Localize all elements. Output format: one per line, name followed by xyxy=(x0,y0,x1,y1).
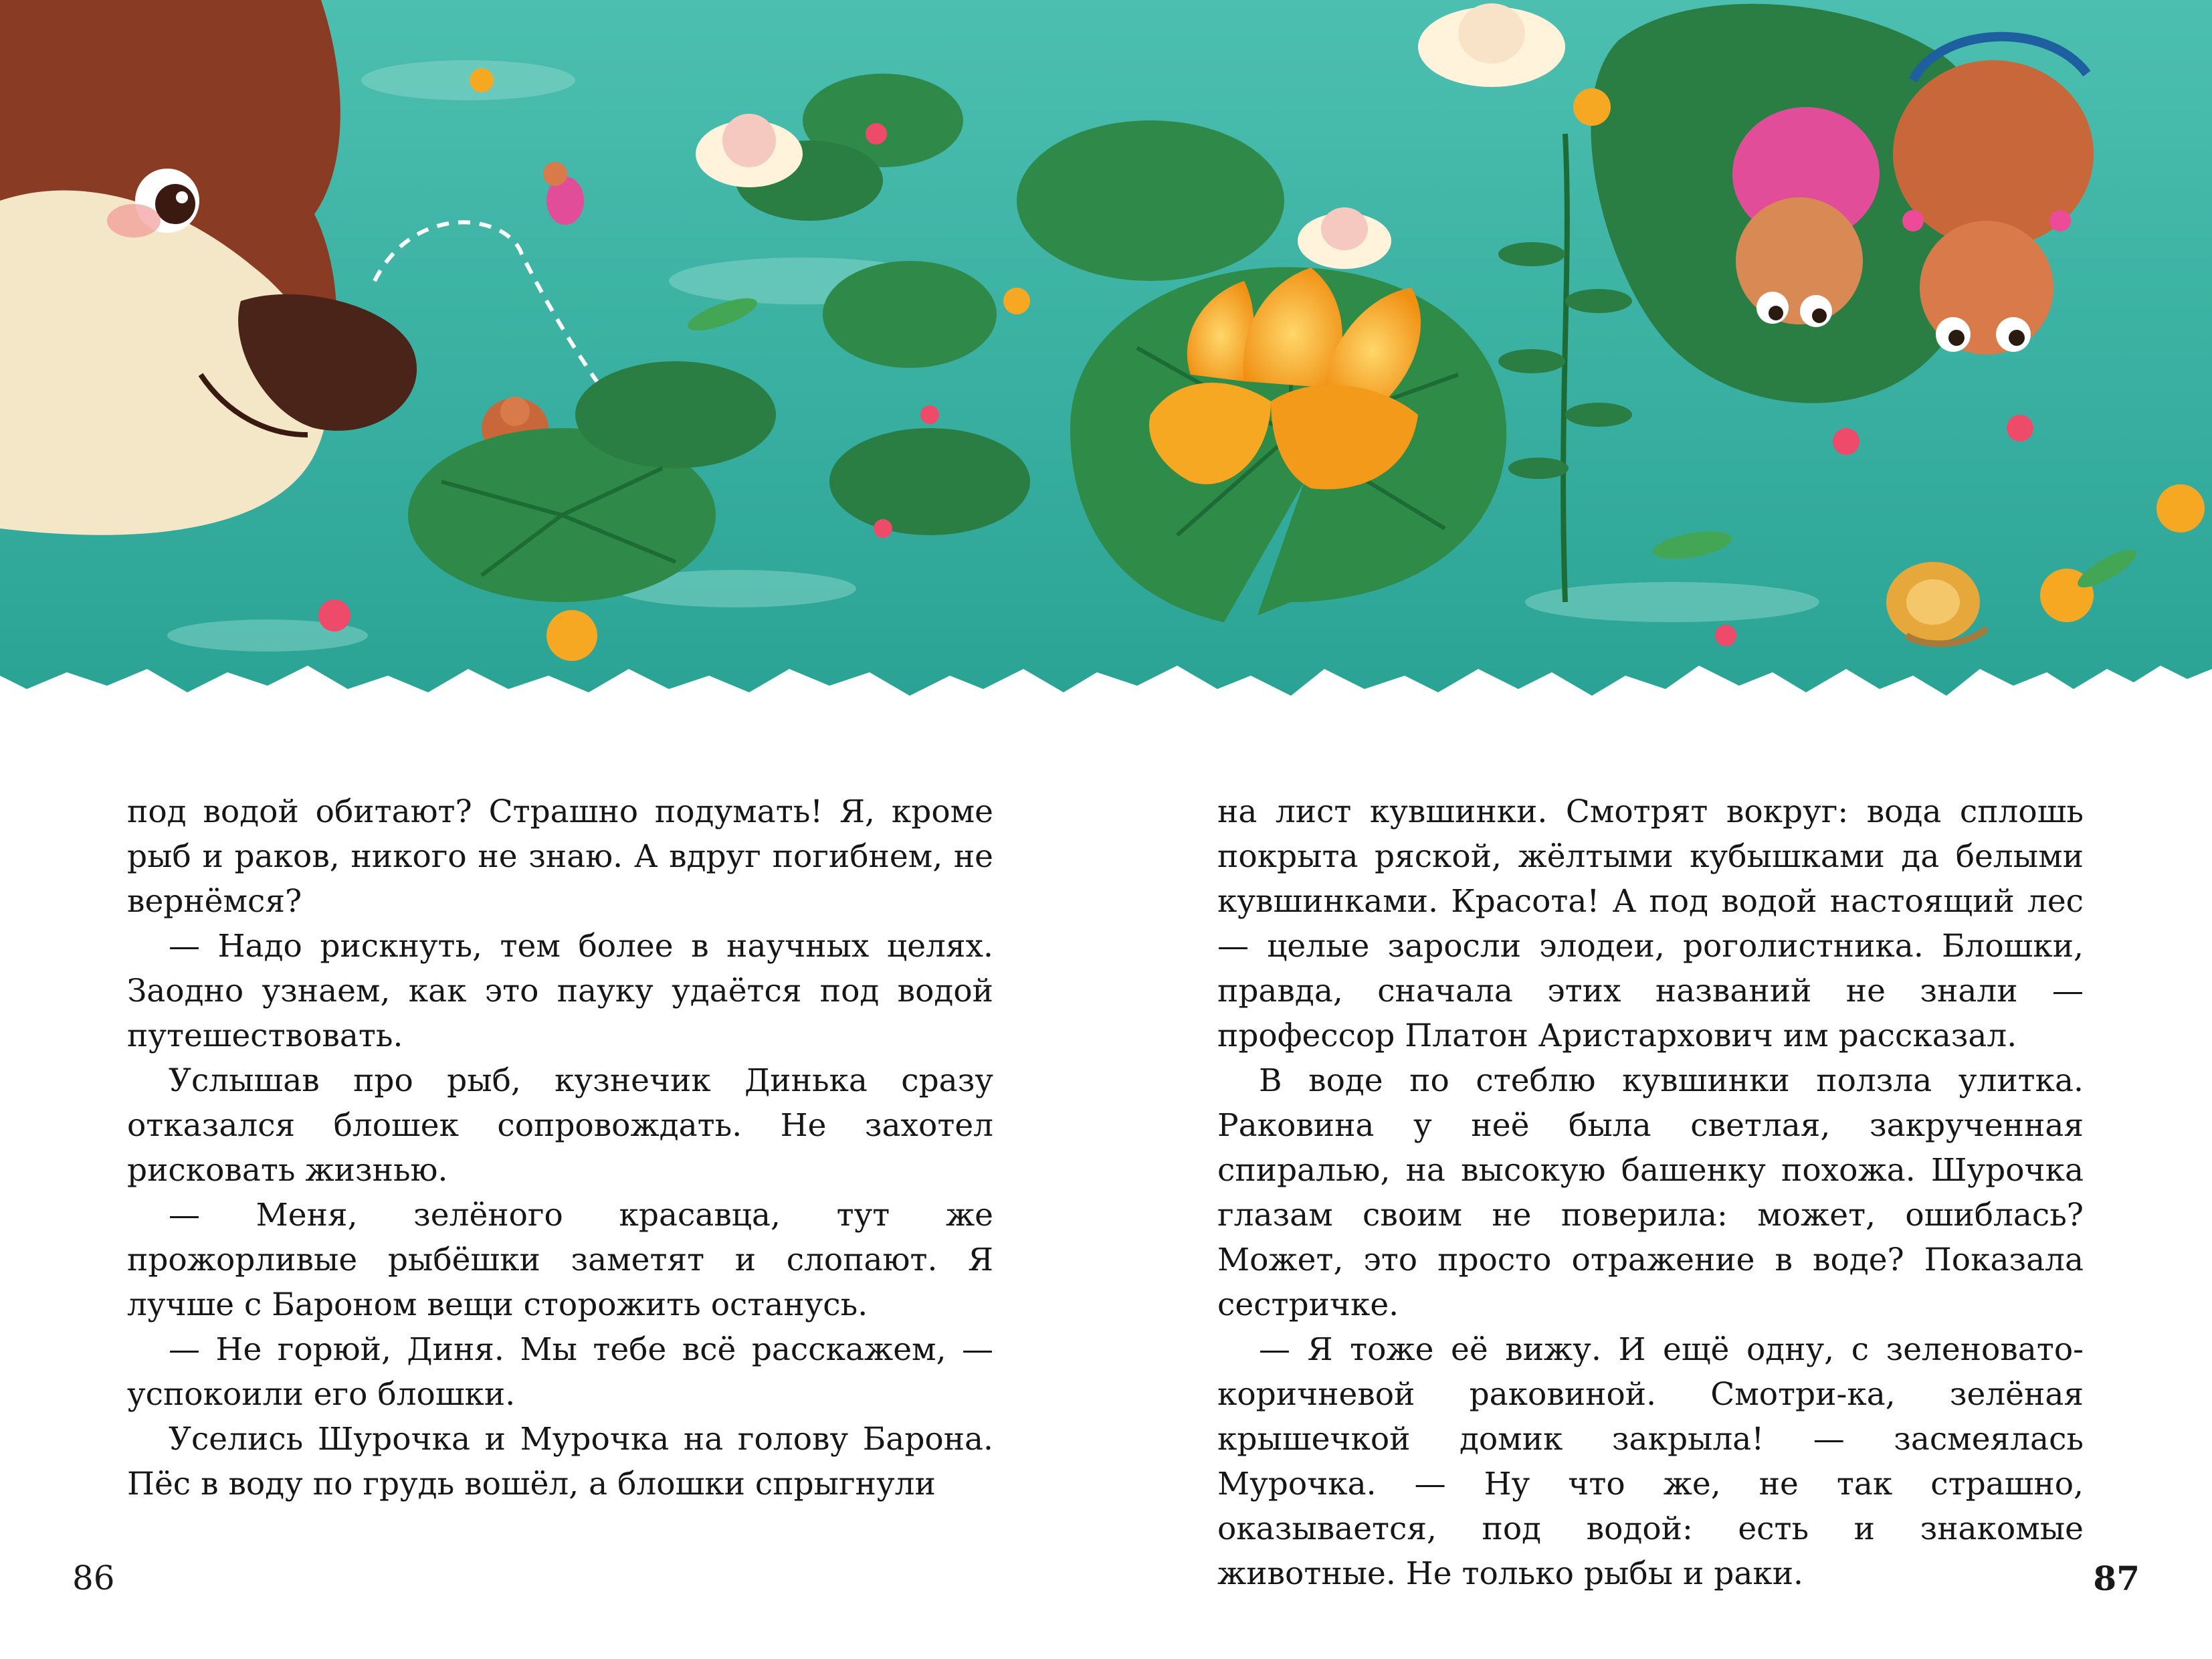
paragraph: под водой обитают? Страшно подумать! Я, кроме рыб и раков, никого не знаю. А вдруг погибнем, не вернёмся? xyxy=(127,793,993,920)
paragraph: — Я тоже её вижу. И ещё одну, с зеленовато-коричневой раковиной. Смотри-ка, зелёная крышечкой домик закрыла! — засмеялась Мурочка. — Ну что же, не так страшно, оказывается, под водой: есть и знакомые животные. Не только рыбы и раки. xyxy=(1217,1331,2084,1592)
page-left-text xyxy=(127,789,993,1506)
page-right-text xyxy=(1217,789,2084,1596)
pond-illustration xyxy=(0,0,2212,736)
paragraph: Услышав про рыб, кузнечик Динька сразу отказался блошек сопровождать. Не захотел рисковать жизнью. xyxy=(127,1062,993,1189)
paragraph: на лист кувшинки. Смотрят вокруг: вода сплошь покрыта ряской, жёлтыми кубышками да белыми кувшинками. Красота! А под водой настоящий лес — целые заросли элодеи, роголистника. Блошки, правда, сначала этих названий не знали — профессор Платон Аристархович им рассказал. xyxy=(1217,793,2084,1054)
page-number-left: 86 xyxy=(72,1559,115,1597)
paragraph: — Надо рискнуть, тем более в научных целях. Заодно узнаем, как это пауку удаётся под водой путешествовать. xyxy=(127,928,993,1054)
paragraph: Уселись Шурочка и Мурочка на голову Барона. Пёс в воду по грудь вошёл, а блошки спрыгнули xyxy=(127,1421,993,1502)
page-number-right: 87 xyxy=(2093,1559,2140,1598)
paragraph: В воде по стеблю кувшинки ползла улитка. Раковина у неё была светлая, закрученная спиралью, на высокую башенку похожа. Шурочка глазам своим не поверила: может, ошиблась? Может, это просто отражение в воде? Показала сестричке. xyxy=(1217,1062,2084,1323)
paragraph: — Не горюй, Диня. Мы тебе всё расскажем, — успокоили его блошки. xyxy=(127,1331,993,1413)
paragraph: — Меня, зелёного красавца, тут же прожорливые рыбёшки заметят и слопают. Я лучше с Бароном вещи сторожить останусь. xyxy=(127,1197,993,1323)
